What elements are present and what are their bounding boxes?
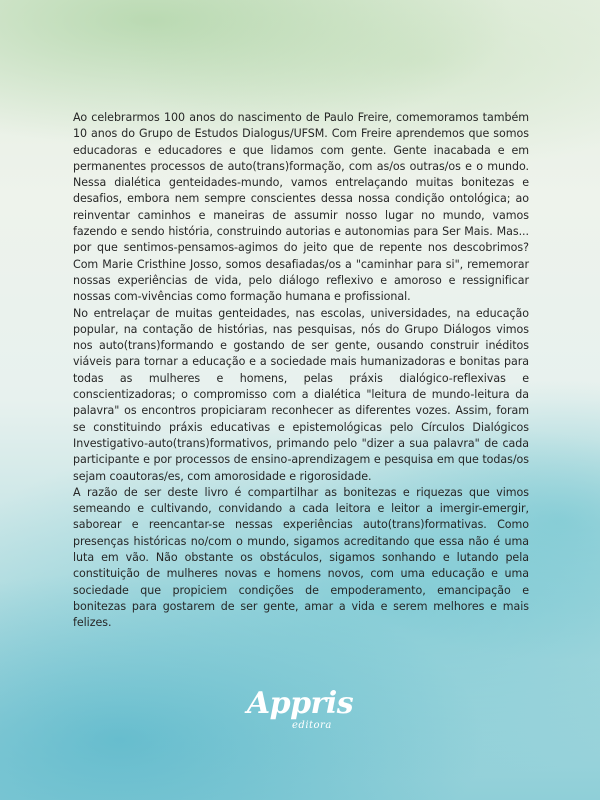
publisher-logo xyxy=(200,686,400,746)
back-cover-text xyxy=(73,110,529,632)
publisher-subtitle: editora xyxy=(292,720,332,731)
publisher-name: Appris xyxy=(246,686,354,721)
paragraph-3: A razão de ser deste livro é compartilhar as bonitezas e riquezas que vimos semeando e cultivando, convidando a cada leitora e leitor a imergir-emergir, saborear e reencantar-se nessas experiências auto(trans)formativas. Como presenças históricas no/com o mundo, sigamos acreditando que essa não é uma luta em vão. Não obstante os obstáculos, sigamos sonhando e lutando pela constituição de mulheres novas e homens novos, com uma educação e uma sociedade que propiciem condições de empoderamento, emancipação e bonitezas para gostarem de ser gente, amar a vida e serem melhores e mais felizes. xyxy=(73,485,529,630)
paragraph-1: Ao celebrarmos 100 anos do nascimento de Paulo Freire, comemoramos também 10 anos do Grupo de Estudos Dialogus/UFSM. Com Freire aprendemos que somos educadoras e educadores e que lidamos com gente. Gente inacabada e em permanentes processos de auto(trans)formação, com as/os outras/os e o mundo. Nessa dialética genteidades-mundo, vamos entrelaçando muitas bonitezas e desafios, embora nem sempre conscientes dessa nossa condição ontológica; ao reinventar caminhos e maneiras de assumir nosso lugar no mundo, vamos fazendo e sendo história, construindo autorias e autonomias para Ser Mais. Mas... por que sentimos-pensamos-agimos do jeito que de repente nos descobrimos? Com Marie Cristhine Josso, somos desafiadas/os a "caminhar para si", rememorar nossas experiências de vida, pelo diálogo reflexivo e amoroso e ressignificar nossas com-vivências como formação humana e profissional. xyxy=(73,111,529,304)
paragraph-2: No entrelaçar de muitas genteidades, nas escolas, universidades, na educação popular, na contação de histórias, nas pesquisas, nós do Grupo Diálogos vimos nos auto(trans)formando e gostando de ser gente, ousando construir inéditos viáveis para tornar a educação e a sociedade mais humanizadoras e bonitas para todas as mulheres e homens, pelas práxis dialógico-reflexivas e conscientizadoras; o compromisso com a dialética "leitura de mundo-leitura da palavra" os encontros propiciaram reconhecer as diferentes vozes. Assim, foram se constituindo práxis educativas e epistemológicas pelo Círculos Dialógicos Investigativo-auto(trans)formativos, primando pelo "dizer a sua palavra" de cada participante e por processos de ensino-aprendizagem e pesquisa em que todas/os sejam coautoras/es, com amorosidade e rigorosidade. xyxy=(73,306,529,483)
